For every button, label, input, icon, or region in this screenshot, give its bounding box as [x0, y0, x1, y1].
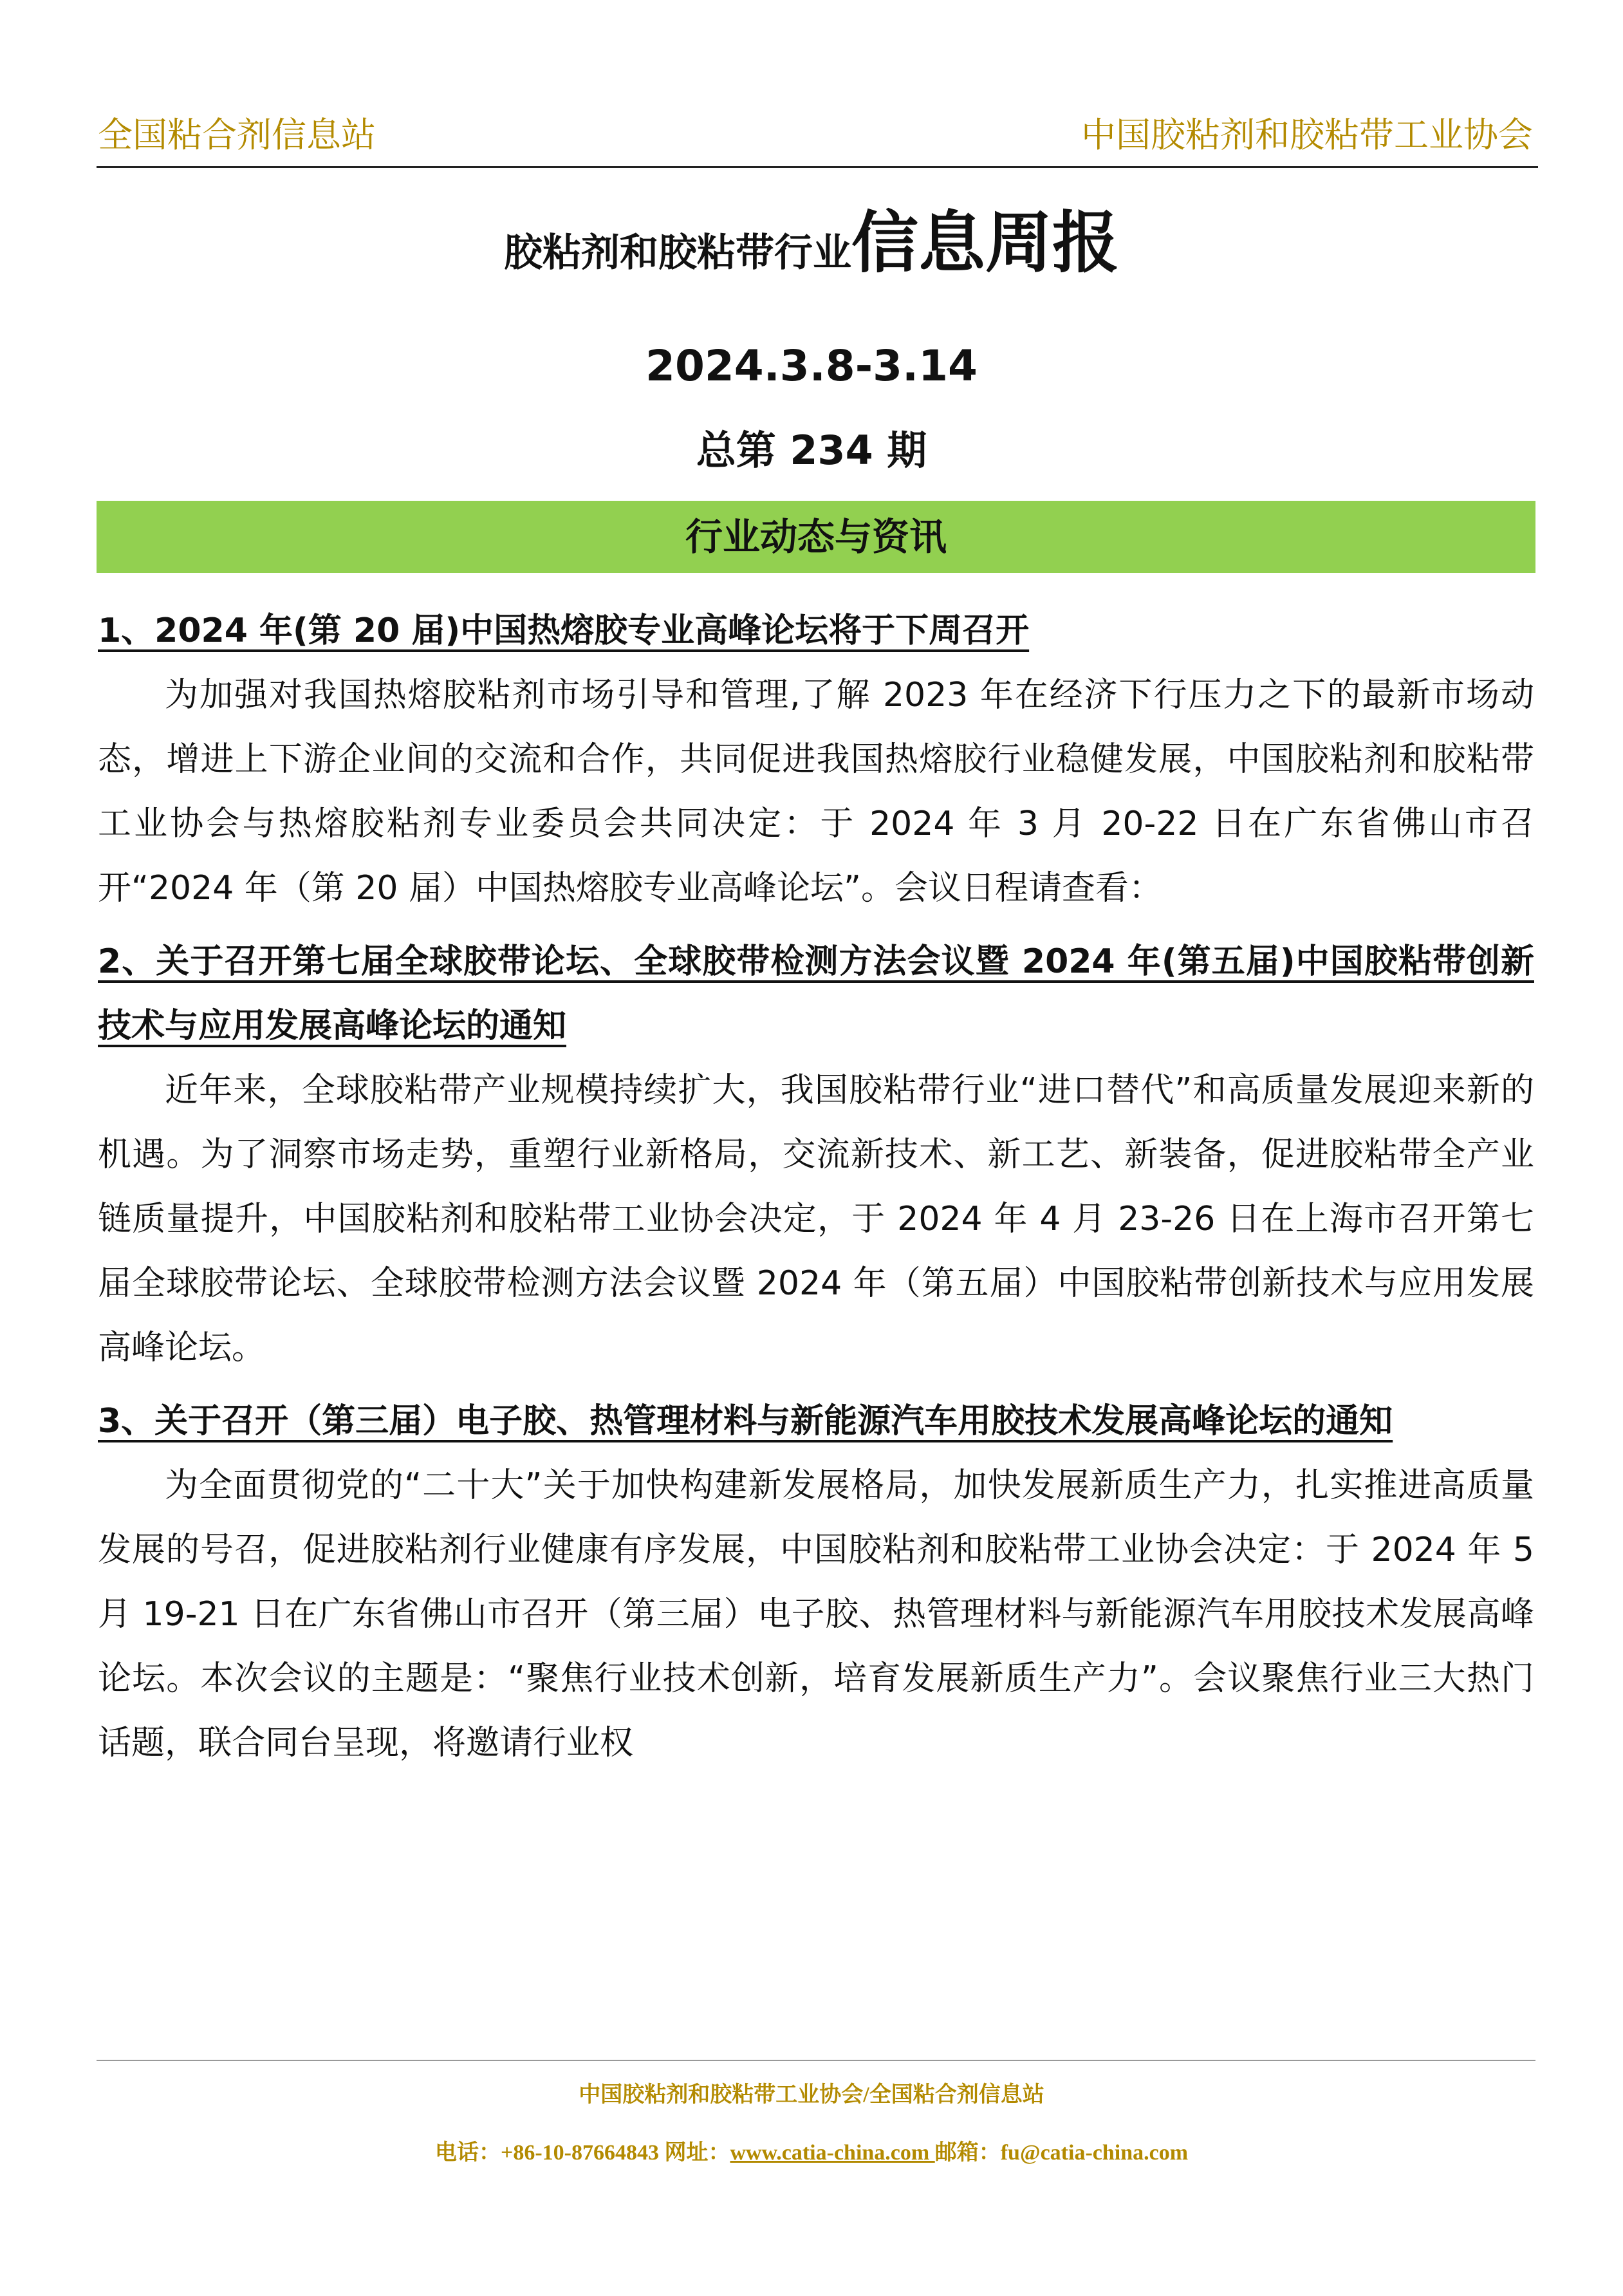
article-title[interactable]: 1、2024 年(第 20 届)中国热熔胶专业高峰论坛将于下周召开 [98, 611, 1030, 650]
article-body: 近年来，全球胶粘带产业规模持续扩大，我国胶粘带行业“进口替代”和高质量发展迎来新的机遇。为了洞察市场走势，重塑行业新格局，交流新技术、新工艺、新装备，促进胶粘带全产业链质量提升，中国胶粘剂和胶粘带工业协会决定，于 2024 年 4 月 23-26 日在上海市召开第七届全球胶带论坛、全球胶带检测方法会议暨 2024 年（第五届）中国胶粘带创新技术与应用发展高峰论坛。 [98, 1071, 1534, 1367]
article-body: 为加强对我国热熔胶粘剂市场引导和管理,了解 2023 年在经济下行压力之下的最新市场动态，增进上下游企业间的交流和合作，共同促进我国热熔胶行业稳健发展，中国胶粘剂和胶粘带工业协会与热熔胶粘剂专业委员会共同决定：于 2024 年 3 月 20-22 日在广东省佛山市召开“2024 年（第 20 届）中国热熔胶专业高峰论坛”。会议日程请查看： [98, 676, 1534, 908]
article-title[interactable]: 2、关于召开第七届全球胶带论坛、全球胶带检测方法会议暨 2024 年(第五届)中国胶粘带创新技术与应用发展高峰论坛的通知 [98, 942, 1534, 1045]
footer-phone: 电话：+86-10-87664843 网址： [434, 2141, 730, 2165]
date-range: 2024.3.8-3.14 [645, 341, 978, 391]
masthead-prefix: 胶粘剂和胶粘带行业 [503, 230, 851, 275]
article-body: 为全面贯彻党的“二十大”关于加快构建新发展格局，加快发展新质生产力，扎实推进高质量发展的号召，促进胶粘剂行业健康有序发展，中国胶粘剂和胶粘带工业协会决定：于 2024 年 5 月 19-21 日在广东省佛山市召开（第三届）电子胶、热管理材料与新能源汽车用胶技术发展高峰论坛。本次会议的主题是：“聚焦行业技术创新，培育发展新质生产力”。会议聚焦行业三大热门话题，联合同台呈现，将邀请行业权 [98, 1466, 1534, 1762]
footer-contact [0, 2134, 1623, 2166]
masthead-title [0, 203, 1623, 282]
issue-number: 总第 234 期 [696, 427, 927, 474]
section-banner: 行业动态与资讯 [97, 501, 1535, 573]
footer-email[interactable]: 邮箱：fu@catia-china.com [934, 2141, 1189, 2165]
article-title[interactable]: 3、关于召开（第三届）电子胶、热管理材料与新能源汽车用胶技术发展高峰论坛的通知 [98, 1402, 1393, 1441]
footer-website-link[interactable]: www.catia-china.com [730, 2141, 935, 2165]
article-3 [98, 1389, 1534, 1775]
footer-organization: 中国胶粘剂和胶粘带工业协会/全国粘合剂信息站 [579, 2083, 1044, 2107]
masthead-main-title: 信息周报 [851, 203, 1119, 282]
article-2 [98, 929, 1534, 1380]
running-header [97, 115, 1538, 168]
footer-divider [97, 2060, 1535, 2061]
article-list [98, 599, 1534, 1784]
header-right-text: 中国胶粘剂和胶粘带工业协会 [1081, 115, 1533, 155]
article-1 [98, 599, 1534, 920]
header-left-text: 全国粘合剂信息站 [98, 115, 376, 155]
